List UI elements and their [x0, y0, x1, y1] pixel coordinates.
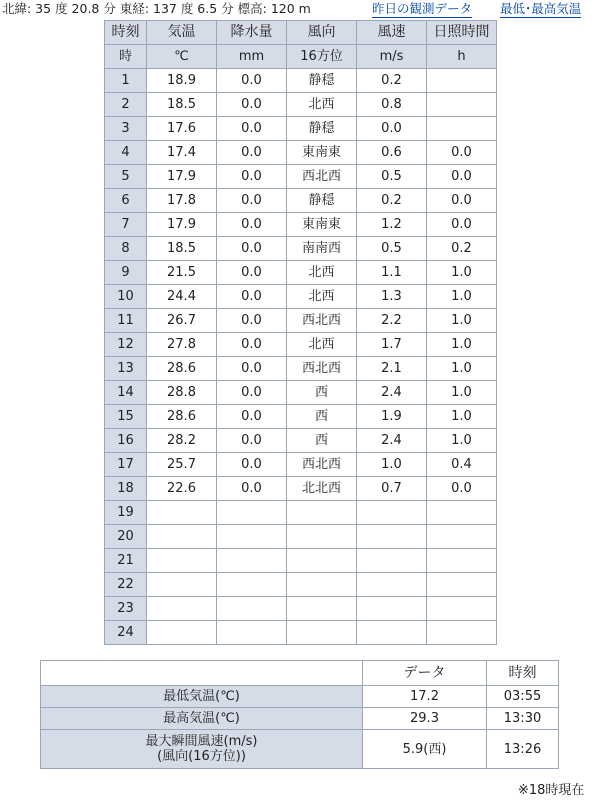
column-header-precipitation: 降水量	[217, 21, 287, 45]
precipitation-cell: 0.0	[217, 141, 287, 165]
hour-cell: 21	[105, 549, 147, 573]
precipitation-cell: 0.0	[217, 309, 287, 333]
table-row	[105, 285, 497, 309]
hourly-rows	[105, 69, 497, 645]
sunshine-cell: 1.0	[427, 405, 497, 429]
sunshine-cell	[427, 597, 497, 621]
precipitation-cell	[217, 501, 287, 525]
precipitation-cell: 0.0	[217, 285, 287, 309]
table-row	[105, 93, 497, 117]
unit-sunshine: h	[427, 45, 497, 69]
table-row	[105, 165, 497, 189]
max-gust-label-line2: (風向(16方位))	[157, 749, 246, 764]
precipitation-cell: 0.0	[217, 261, 287, 285]
sunshine-cell: 1.0	[427, 333, 497, 357]
temperature-cell: 27.8	[147, 333, 217, 357]
wind-speed-cell: 2.4	[357, 429, 427, 453]
wind-direction-cell	[287, 501, 357, 525]
hour-cell: 12	[105, 333, 147, 357]
sunshine-cell: 1.0	[427, 285, 497, 309]
temperature-cell: 17.8	[147, 189, 217, 213]
hour-cell: 19	[105, 501, 147, 525]
precipitation-cell: 0.0	[217, 381, 287, 405]
summary-header-row	[41, 661, 559, 686]
temperature-cell: 17.9	[147, 165, 217, 189]
sunshine-cell: 0.0	[427, 477, 497, 501]
table-row	[105, 501, 497, 525]
table-row	[105, 237, 497, 261]
unit-wind-direction: 16方位	[287, 45, 357, 69]
wind-direction-cell: 西	[287, 429, 357, 453]
temperature-cell	[147, 573, 217, 597]
sunshine-cell: 0.2	[427, 237, 497, 261]
column-header-sunshine: 日照時間	[427, 21, 497, 45]
precipitation-cell: 0.0	[217, 117, 287, 141]
hour-cell: 10	[105, 285, 147, 309]
wind-speed-cell	[357, 621, 427, 645]
as-of-note: ※18時現在	[518, 783, 585, 798]
temperature-cell	[147, 597, 217, 621]
wind-direction-cell: 西北西	[287, 357, 357, 381]
hour-cell: 1	[105, 69, 147, 93]
hour-cell: 7	[105, 213, 147, 237]
wind-speed-cell	[357, 573, 427, 597]
temperature-cell: 17.9	[147, 213, 217, 237]
precipitation-cell: 0.0	[217, 429, 287, 453]
sunshine-cell	[427, 525, 497, 549]
unit-wind-speed: m/s	[357, 45, 427, 69]
precipitation-cell: 0.0	[217, 237, 287, 261]
temperature-cell: 18.9	[147, 69, 217, 93]
precipitation-cell	[217, 597, 287, 621]
sunshine-cell: 0.4	[427, 453, 497, 477]
sunshine-cell: 1.0	[427, 381, 497, 405]
wind-direction-cell: 静穏	[287, 189, 357, 213]
table-row	[105, 261, 497, 285]
sunshine-cell	[427, 573, 497, 597]
wind-speed-cell: 0.0	[357, 117, 427, 141]
wind-speed-cell: 1.7	[357, 333, 427, 357]
wind-speed-cell	[357, 549, 427, 573]
hour-cell: 4	[105, 141, 147, 165]
table-row	[105, 429, 497, 453]
precipitation-cell	[217, 573, 287, 597]
precipitation-cell: 0.0	[217, 333, 287, 357]
precipitation-cell	[217, 621, 287, 645]
temperature-cell: 28.6	[147, 357, 217, 381]
hour-cell: 14	[105, 381, 147, 405]
wind-speed-cell: 0.8	[357, 93, 427, 117]
wind-direction-cell: 西	[287, 381, 357, 405]
temperature-cell: 28.2	[147, 429, 217, 453]
temperature-cell: 22.6	[147, 477, 217, 501]
temperature-cell: 26.7	[147, 309, 217, 333]
wind-direction-cell: 北西	[287, 93, 357, 117]
hour-cell: 20	[105, 525, 147, 549]
max-gust-label-line1: 最大瞬間風速(m/s)	[145, 734, 258, 749]
precipitation-cell: 0.0	[217, 69, 287, 93]
precipitation-cell	[217, 525, 287, 549]
min-temp-time: 03:55	[487, 686, 559, 708]
precipitation-cell: 0.0	[217, 405, 287, 429]
hour-cell: 18	[105, 477, 147, 501]
table-row	[105, 525, 497, 549]
temperature-cell: 18.5	[147, 237, 217, 261]
max-gust-value: 5.9(西)	[363, 730, 487, 769]
wind-direction-cell: 西北西	[287, 165, 357, 189]
sunshine-cell	[427, 93, 497, 117]
hour-cell: 11	[105, 309, 147, 333]
wind-speed-cell	[357, 597, 427, 621]
summary-row-max-gust	[41, 730, 559, 769]
max-gust-label	[41, 730, 363, 769]
hour-cell: 5	[105, 165, 147, 189]
wind-direction-cell: 東南東	[287, 141, 357, 165]
temperature-cell: 24.4	[147, 285, 217, 309]
wind-speed-cell: 2.4	[357, 381, 427, 405]
wind-direction-cell: 西北西	[287, 453, 357, 477]
max-temp-time: 13:30	[487, 708, 559, 730]
temperature-cell: 21.5	[147, 261, 217, 285]
table-row	[105, 117, 497, 141]
max-temp-label: 最高気温(℃)	[41, 708, 363, 730]
sunshine-cell	[427, 69, 497, 93]
column-header-time: 時刻	[105, 21, 147, 45]
daily-summary-table	[40, 660, 559, 769]
sunshine-cell: 1.0	[427, 261, 497, 285]
sunshine-cell	[427, 117, 497, 141]
column-header-wind-speed: 風速	[357, 21, 427, 45]
precipitation-cell: 0.0	[217, 453, 287, 477]
unit-precipitation: mm	[217, 45, 287, 69]
precipitation-cell: 0.0	[217, 213, 287, 237]
min-temp-value: 17.2	[363, 686, 487, 708]
wind-speed-cell: 1.3	[357, 285, 427, 309]
sunshine-cell: 1.0	[427, 357, 497, 381]
min-max-temp-link[interactable]: 最低･最高気温	[500, 1, 582, 16]
wind-direction-cell	[287, 525, 357, 549]
min-temp-label: 最低気温(℃)	[41, 686, 363, 708]
summary-header-data: データ	[363, 661, 487, 686]
sunshine-cell: 1.0	[427, 429, 497, 453]
station-coordinates: 北緯: 35 度 20.8 分 東経: 137 度 6.5 分 標高: 120 m	[2, 1, 311, 16]
hour-cell: 15	[105, 405, 147, 429]
wind-speed-cell: 2.1	[357, 357, 427, 381]
sunshine-cell: 0.0	[427, 141, 497, 165]
table-row	[105, 213, 497, 237]
hour-cell: 6	[105, 189, 147, 213]
precipitation-cell: 0.0	[217, 93, 287, 117]
wind-speed-cell: 2.2	[357, 309, 427, 333]
table-row	[105, 549, 497, 573]
header-row	[105, 21, 497, 45]
summary-row-min-temp	[41, 686, 559, 708]
precipitation-cell: 0.0	[217, 189, 287, 213]
temperature-cell: 17.6	[147, 117, 217, 141]
precipitation-cell: 0.0	[217, 477, 287, 501]
table-row	[105, 621, 497, 645]
sunshine-cell: 1.0	[427, 309, 497, 333]
temperature-cell	[147, 621, 217, 645]
table-row	[105, 381, 497, 405]
wind-speed-cell: 1.0	[357, 453, 427, 477]
hour-cell: 16	[105, 429, 147, 453]
units-row	[105, 45, 497, 69]
wind-speed-cell: 0.2	[357, 189, 427, 213]
hour-cell: 17	[105, 453, 147, 477]
column-header-temperature: 気温	[147, 21, 217, 45]
unit-temperature: ℃	[147, 45, 217, 69]
hourly-observation-table	[104, 20, 497, 645]
wind-speed-cell	[357, 525, 427, 549]
station-info-bar	[0, 0, 602, 18]
wind-speed-cell: 0.5	[357, 237, 427, 261]
precipitation-cell: 0.0	[217, 165, 287, 189]
wind-direction-cell: 西北西	[287, 309, 357, 333]
table-row	[105, 453, 497, 477]
sunshine-cell	[427, 501, 497, 525]
precipitation-cell: 0.0	[217, 357, 287, 381]
precipitation-cell	[217, 549, 287, 573]
sunshine-cell: 0.0	[427, 189, 497, 213]
table-row	[105, 309, 497, 333]
sunshine-cell: 0.0	[427, 213, 497, 237]
hour-cell: 3	[105, 117, 147, 141]
wind-direction-cell: 静穏	[287, 117, 357, 141]
table-row	[105, 189, 497, 213]
temperature-cell	[147, 501, 217, 525]
max-gust-time: 13:26	[487, 730, 559, 769]
max-temp-value: 29.3	[363, 708, 487, 730]
wind-direction-cell: 南南西	[287, 237, 357, 261]
hour-cell: 23	[105, 597, 147, 621]
wind-direction-cell: 静穏	[287, 69, 357, 93]
wind-speed-cell: 1.2	[357, 213, 427, 237]
wind-speed-cell: 1.9	[357, 405, 427, 429]
table-row	[105, 357, 497, 381]
unit-time: 時	[105, 45, 147, 69]
column-header-wind-direction: 風向	[287, 21, 357, 45]
table-row	[105, 477, 497, 501]
wind-direction-cell	[287, 549, 357, 573]
temperature-cell: 18.5	[147, 93, 217, 117]
table-row	[105, 573, 497, 597]
hour-cell: 8	[105, 237, 147, 261]
temperature-cell: 25.7	[147, 453, 217, 477]
wind-direction-cell: 東南東	[287, 213, 357, 237]
hour-cell: 24	[105, 621, 147, 645]
temperature-cell: 28.8	[147, 381, 217, 405]
wind-direction-cell: 北西	[287, 333, 357, 357]
wind-speed-cell: 0.6	[357, 141, 427, 165]
table-row	[105, 141, 497, 165]
wind-direction-cell	[287, 597, 357, 621]
table-row	[105, 405, 497, 429]
sunshine-cell: 0.0	[427, 165, 497, 189]
hour-cell: 13	[105, 357, 147, 381]
wind-direction-cell	[287, 621, 357, 645]
hour-cell: 2	[105, 93, 147, 117]
wind-direction-cell: 北西	[287, 261, 357, 285]
summary-row-max-temp	[41, 708, 559, 730]
hour-cell: 9	[105, 261, 147, 285]
wind-direction-cell: 西	[287, 405, 357, 429]
sunshine-cell	[427, 549, 497, 573]
table-row	[105, 597, 497, 621]
sunshine-cell	[427, 621, 497, 645]
summary-header-blank	[41, 661, 363, 686]
summary-header-time: 時刻	[487, 661, 559, 686]
temperature-cell: 28.6	[147, 405, 217, 429]
temperature-cell	[147, 525, 217, 549]
wind-direction-cell: 北北西	[287, 477, 357, 501]
wind-direction-cell: 北西	[287, 285, 357, 309]
wind-speed-cell: 1.1	[357, 261, 427, 285]
wind-direction-cell	[287, 573, 357, 597]
temperature-cell	[147, 549, 217, 573]
yesterday-data-link[interactable]: 昨日の観測データ	[372, 1, 473, 16]
table-row	[105, 333, 497, 357]
wind-speed-cell	[357, 501, 427, 525]
hour-cell: 22	[105, 573, 147, 597]
wind-speed-cell: 0.2	[357, 69, 427, 93]
table-row	[105, 69, 497, 93]
temperature-cell: 17.4	[147, 141, 217, 165]
wind-speed-cell: 0.5	[357, 165, 427, 189]
wind-speed-cell: 0.7	[357, 477, 427, 501]
